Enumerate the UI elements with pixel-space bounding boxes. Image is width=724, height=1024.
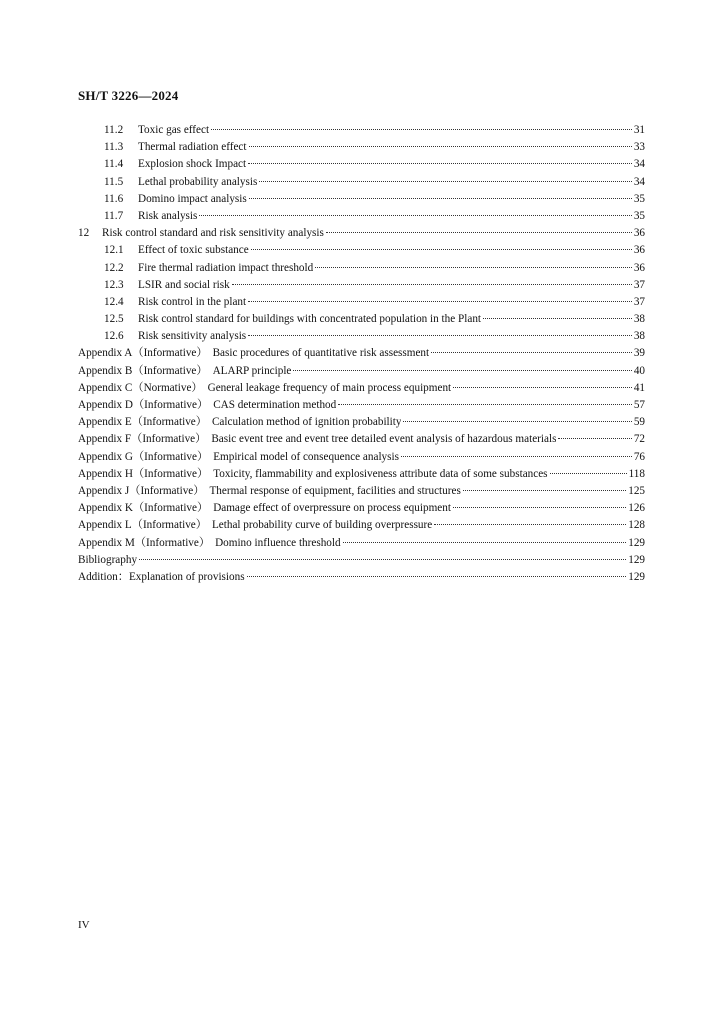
toc-entry-page: 34 [633,158,645,171]
toc-entry-title: Risk analysis [138,209,198,222]
toc-entry-number: Appendix H（Informative） [78,467,209,480]
toc-entry-number: Appendix C（Normative） [78,381,203,394]
toc-dot-leader [251,249,632,250]
toc-entry-title: ALARP principle [212,364,292,377]
toc-entry-page: 59 [633,416,645,429]
toc-entry-page: 72 [633,433,645,446]
toc-entry-title: Domino impact analysis [138,192,247,205]
toc-entry-number: Appendix E（Informative） [78,416,207,429]
toc-entry-title: Thermal response of equipment, facilities and structures [209,484,461,497]
toc-entry-page: 39 [633,347,645,360]
toc-dot-leader [453,507,626,508]
toc-entry-title: Risk control standard and risk sensitivity analysis [102,227,324,240]
toc-entry-page: 33 [633,141,645,154]
toc-entry[interactable] [78,397,645,414]
toc-entry[interactable] [78,294,645,311]
toc-entry-number: Appendix G（Informative） [78,450,209,463]
toc-dot-leader [248,301,632,302]
toc-entry[interactable] [78,208,645,225]
toc-entry[interactable] [78,431,645,448]
toc-dot-leader [211,129,632,130]
toc-entry-number: 11.2 [104,124,124,136]
toc-entry[interactable] [78,328,645,345]
toc-entry[interactable] [78,500,645,517]
toc-entry-title: LSIR and social risk [138,278,230,291]
toc-entry-page: 36 [633,261,645,274]
toc-entry-page: 40 [633,364,645,377]
toc-dot-leader [326,232,632,233]
toc-entry[interactable] [78,225,645,242]
toc-entry-number: Appendix K（Informative） [78,502,209,515]
page-number: IV [78,919,90,931]
toc-entry-page: 129 [628,553,645,566]
toc-entry-number: Appendix F（Informative） [78,433,207,446]
toc-entry-title: Explosion shock Impact [138,158,247,171]
toc-entry-number: 12.2 [104,261,124,274]
toc-entry-page: 128 [628,519,645,532]
toc-entry-page: 118 [628,467,645,480]
toc-entry[interactable] [78,380,645,397]
toc-dot-leader [293,370,631,371]
toc-entry-title: Effect of toxic substance [138,244,249,257]
toc-dot-leader [249,198,632,199]
toc-entry-page: 126 [628,502,645,515]
toc-entry-page: 34 [633,175,645,188]
toc-dot-leader [315,267,632,268]
toc-entry-page: 41 [633,381,645,394]
toc-entry[interactable] [78,122,645,139]
toc-entry-title: Calculation method of ignition probability [211,416,402,429]
toc-entry[interactable] [78,277,645,294]
toc-dot-leader [453,387,632,388]
toc-entry-number: Appendix J（Informative） [78,484,205,497]
toc-entry[interactable] [78,260,645,277]
toc-entry-number: Appendix L（Informative） [78,519,207,532]
toc-entry-number: 12.5 [104,313,124,326]
toc-dot-leader [199,215,631,216]
toc-dot-leader [434,524,626,525]
toc-entry[interactable] [78,345,645,362]
toc-entry[interactable] [78,156,645,173]
toc-entry-number: 11.3 [104,141,124,154]
toc-entry-title: Empirical model of consequence analysis [213,450,399,463]
toc-entry[interactable] [78,311,645,328]
toc-entry-title: Lethal probability curve of building overpressure [211,519,433,532]
toc-entry[interactable] [78,242,645,259]
toc-entry[interactable] [78,191,645,208]
toc-entry[interactable] [78,535,645,552]
toc-entry-number: 12.3 [104,278,124,291]
toc-dot-leader [401,456,632,457]
toc-entry[interactable] [78,139,645,156]
toc-entry-number: Appendix A（Informative） [78,347,208,360]
toc-entry-title: Toxic gas effect [138,124,210,136]
toc-entry-number: Appendix D（Informative） [78,399,209,411]
toc-dot-leader [248,335,632,336]
toc-entry-number: 11.7 [104,209,124,222]
toc-entry[interactable] [78,517,645,534]
toc-entry-number: 12 [78,227,90,240]
toc-entry-page: 35 [633,209,645,222]
table-of-contents [78,122,645,586]
toc-dot-leader [247,576,627,577]
toc-entry-page: 125 [628,484,645,497]
toc-dot-leader [232,284,632,285]
toc-entry-title: Basic procedures of quantitative risk assessment [212,347,430,360]
toc-entry-title: CAS determination method [213,399,337,411]
toc-entry-page: 38 [633,330,645,343]
toc-entry-number: 11.5 [104,175,124,188]
toc-entry-page: 36 [633,244,645,257]
toc-entry-page: 129 [628,570,645,583]
toc-entry-page: 57 [633,399,645,411]
toc-entry[interactable] [78,363,645,380]
toc-entry-number: 12.4 [104,295,124,308]
toc-dot-leader [483,318,632,319]
toc-entry[interactable] [78,174,645,191]
toc-entry-page: 37 [633,278,645,291]
toc-dot-leader [259,181,632,182]
toc-dot-leader [550,473,627,474]
toc-entry[interactable] [78,552,645,569]
toc-dot-leader [248,163,632,164]
toc-dot-leader [403,421,631,422]
toc-entry-title: Risk control in the plant [138,295,247,308]
toc-entry-number: 11.4 [104,158,124,171]
toc-entry-title: Addition：Explanation of provisions [78,570,245,583]
toc-dot-leader [431,352,632,353]
toc-entry-title: Risk control standard for buildings with concentrated population in the Plant [138,313,482,326]
toc-entry[interactable] [78,449,645,466]
toc-entry-page: 37 [633,295,645,308]
toc-entry-number: 12.6 [104,330,124,343]
toc-entry-page: 129 [628,536,645,549]
toc-entry-title: Risk sensitivity analysis [138,330,247,343]
toc-entry-title: Thermal radiation effect [138,141,247,154]
toc-entry[interactable] [78,483,645,500]
toc-entry-title: Toxicity, flammability and explosiveness attribute data of some substances [213,467,548,480]
toc-entry-page: 38 [633,313,645,326]
toc-entry[interactable] [78,466,645,483]
toc-entry-title: General leakage frequency of main process equipment [207,381,452,394]
toc-entry-page: 35 [633,192,645,205]
toc-entry-page: 36 [633,227,645,240]
toc-entry-title: Fire thermal radiation impact threshold [138,261,314,274]
toc-entry[interactable] [78,569,645,586]
toc-dot-leader [343,542,627,543]
toc-entry-page: 31 [633,124,645,136]
document-code: SH/T 3226—2024 [78,88,179,103]
toc-entry-title: Domino influence threshold [215,536,341,549]
toc-entry-number: 11.6 [104,192,124,205]
toc-entry-title: Bibliography [78,553,138,566]
toc-dot-leader [463,490,626,491]
toc-entry-number: 12.1 [104,244,124,257]
toc-dot-leader [338,404,632,405]
toc-entry-page: 76 [633,450,645,463]
toc-dot-leader [139,559,626,560]
toc-entry[interactable] [78,414,645,431]
toc-entry-number: Appendix M（Informative） [78,536,211,549]
toc-entry-number: Appendix B（Informative） [78,364,208,377]
toc-entry-title: Lethal probability analysis [138,175,258,188]
toc-dot-leader [249,146,632,147]
toc-entry-title: Damage effect of overpressure on process equipment [213,502,451,515]
toc-dot-leader [558,438,631,439]
toc-entry-title: Basic event tree and event tree detailed event analysis of hazardous materials [211,433,557,446]
